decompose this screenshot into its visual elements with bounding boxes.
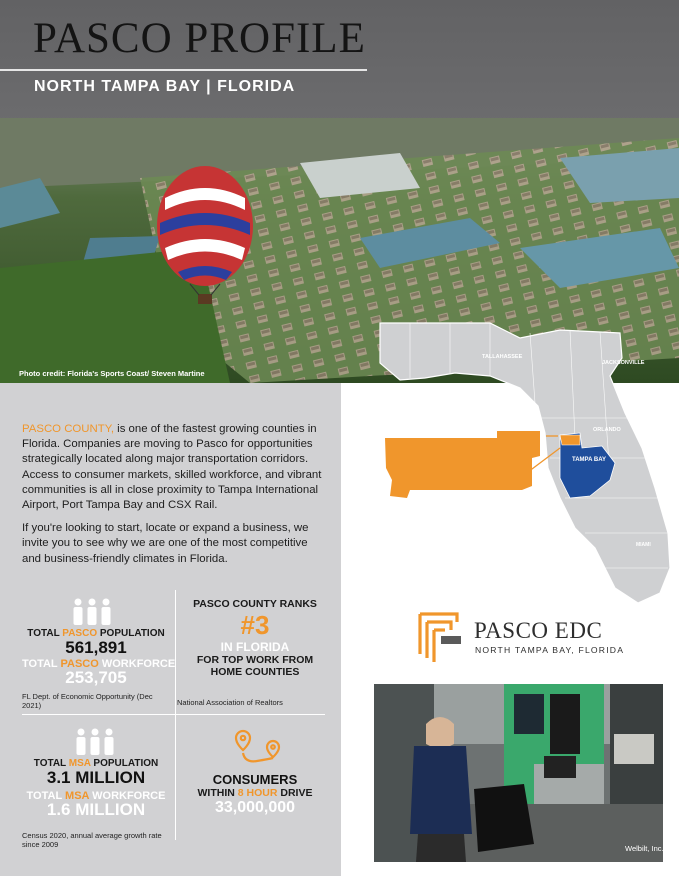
label-part: POPULATION [90,758,159,769]
msa-source: Census 2020, annual average growth rate since 2009 [22,831,162,849]
msa-population-stat [22,758,170,787]
msa-workforce-stat [22,790,170,818]
msa-workforce-value: 1.6 MILLION [46,800,146,819]
label-highlight: MSA [65,790,90,802]
factory-photo [374,684,663,862]
label-part: TOTAL [22,658,61,670]
factory-photo-credit: Welbilt, Inc. [625,844,664,853]
pasco-source: FL Dept. of Economic Opportunity (Dec 2021) [22,692,153,710]
photo-credit: Photo credit: Florida's Sports Coast/ Steven Martine [19,369,205,378]
pasco-population-value: 561,891 [65,638,127,657]
consumers-label: CONSUMERS [212,772,298,787]
title-rule [0,69,367,71]
rank-source: National Association of Realtors [177,698,283,707]
map-label-tampa-bay: TAMPA BAY [572,457,607,463]
map-label-tallahassee: TALLAHASSEE [482,354,523,360]
label-highlight: PASCO [60,658,99,670]
label-highlight: MSA [68,758,91,769]
label-highlight: PASCO [62,628,98,639]
stats-divider-vertical [175,590,176,840]
people-icon [74,728,116,756]
label-highlight: 8 HOUR [237,787,278,799]
logo-name: PASCO EDC [474,618,603,643]
label-part: WITHIN [197,787,238,799]
rank-line-2: IN FLORIDA [220,640,290,654]
rank-stat [180,598,330,678]
pasco-edc-logo-mark [417,608,467,664]
rank-number: #3 [240,610,270,640]
map-label-jacksonville: JACKSONVILLE [602,360,645,366]
page-title: PASCO PROFILE [33,15,366,62]
map-label-orlando: ORLANDO [593,427,621,433]
intro-text [22,422,328,575]
label-part: TOTAL [27,628,63,639]
intro-paragraph-1 [22,422,328,513]
consumers-stat [180,772,330,816]
label-part: WORKFORCE [98,658,176,670]
route-icon [233,727,285,767]
label-part: WORKFORCE [89,790,166,802]
stats-divider-horizontal [22,714,325,715]
intro-lead: PASCO COUNTY, [22,423,114,435]
pasco-workforce-stat [22,658,176,687]
logo-tagline: NORTH TAMPA BAY, FLORIDA [475,645,625,655]
pasco-county-shape [382,428,562,503]
rank-line-1: PASCO COUNTY RANKS [193,598,317,610]
label-part: TOTAL [33,758,69,769]
rank-line-3: FOR TOP WORK FROM [196,654,314,666]
intro-paragraph-2: If you're looking to start, locate or expand a business, we invite you to see why we are one of the most competitive and business-friendly climates in Florida. [22,522,309,565]
msa-population-value: 3.1 MILLION [46,768,146,787]
intro-body-1: is one of the fastest growing counties in Florida. Companies are moving to Pasco for opportunities strategically located along major transportation corridors. Access to consumer markets, skilled workforce, and vibrant communities is all in close proximity to Tampa International Airport, Port Tampa Bay and CSX Rail. [22,423,322,512]
rank-line-4: HOME COUNTIES [210,666,300,678]
label-part: TOTAL [26,790,66,802]
page-subtitle: NORTH TAMPA BAY | FLORIDA [34,78,296,95]
pasco-population-stat [22,628,170,657]
label-part: DRIVE [277,787,313,799]
label-part: POPULATION [97,628,165,639]
people-icon [71,598,113,626]
pasco-workforce-value: 253,705 [65,668,127,687]
map-label-miami: MIAMI [636,542,651,548]
consumers-value: 33,000,000 [214,799,296,816]
